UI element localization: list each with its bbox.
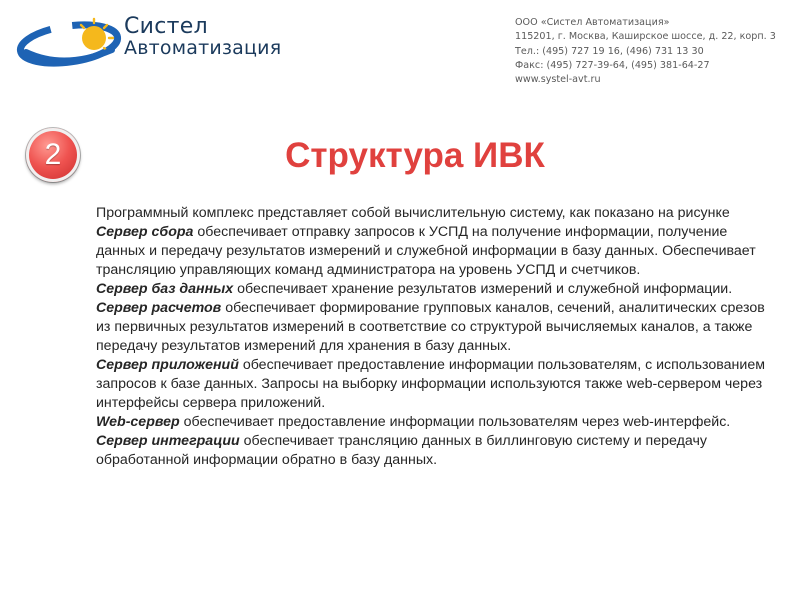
company-contacts: [515, 16, 795, 87]
company-name: ООО «Систел Автоматизация»: [515, 17, 670, 28]
body-paragraph: [96, 299, 766, 356]
paragraph-term: Сервер приложений: [96, 357, 239, 373]
paragraph-term: Сервер расчетов: [96, 300, 222, 316]
body-paragraph: [96, 432, 766, 470]
paragraph-text: обеспечивает отправку запросов к УСПД на получение информации, получение данных и передачу результатов измерений и служебной информации в базу данных. Обеспечивает трансляцию управляющих команд администратора на уровень УСПД и счетчиков.: [96, 224, 756, 278]
slide-body: [96, 204, 766, 470]
body-paragraph: [96, 356, 766, 413]
logo-line-2: Автоматизация: [124, 37, 282, 59]
paragraph-term: Сервер интеграции: [96, 433, 240, 449]
body-paragraph: [96, 413, 766, 432]
paragraph-text: обеспечивает хранение результатов измерений и служебной информации.: [233, 281, 733, 297]
paragraph-text: обеспечивает трансляцию данных в биллинговую систему и передачу обработанной информации обратно в базу данных.: [96, 433, 707, 468]
slide-title: Структура ИВК: [285, 136, 545, 175]
body-paragraph: [96, 204, 766, 223]
company-logo: [14, 14, 284, 74]
company-phone: Тел.: (495) 727 19 16, (496) 731 13 30: [515, 45, 704, 57]
paragraph-term: Web-сервер: [96, 414, 180, 430]
paragraph-text: Программный комплекс представляет собой вычислительную систему, как показано на рисунке: [96, 205, 730, 221]
body-paragraph: [96, 223, 766, 280]
logo-wordmark: [124, 16, 281, 58]
paragraph-text: обеспечивает предоставление информации пользователям, с использованием запросов к базе данных. Запросы на выборку информации используются также web-сервером через интерфейсы сервера приложений.: [96, 357, 765, 411]
sun-swoosh-logo-icon: [14, 14, 124, 74]
company-fax: Факс: (495) 727-39-64, (495) 381-64-27: [515, 59, 710, 71]
logo-line-1: Систел: [124, 14, 208, 39]
paragraph-term: Сервер сбора: [96, 224, 194, 240]
body-paragraph: [96, 280, 766, 299]
company-address: 115201, г. Москва, Каширское шоссе, д. 22, корп. 3: [515, 31, 776, 43]
paragraph-text: обеспечивает предоставление информации пользователям через web-интерфейс.: [179, 414, 731, 430]
slide-number: 2: [44, 138, 62, 171]
company-website: www.systel-avt.ru: [515, 74, 601, 86]
paragraph-text: обеспечивает формирование групповых каналов, сечений, аналитических срезов из первичных результатов измерений в соответствие со структурой вычисляемых каналов, а также передачу результатов измерений для хранения в базу данных.: [96, 300, 765, 354]
paragraph-term: Сервер баз данных: [96, 281, 234, 297]
